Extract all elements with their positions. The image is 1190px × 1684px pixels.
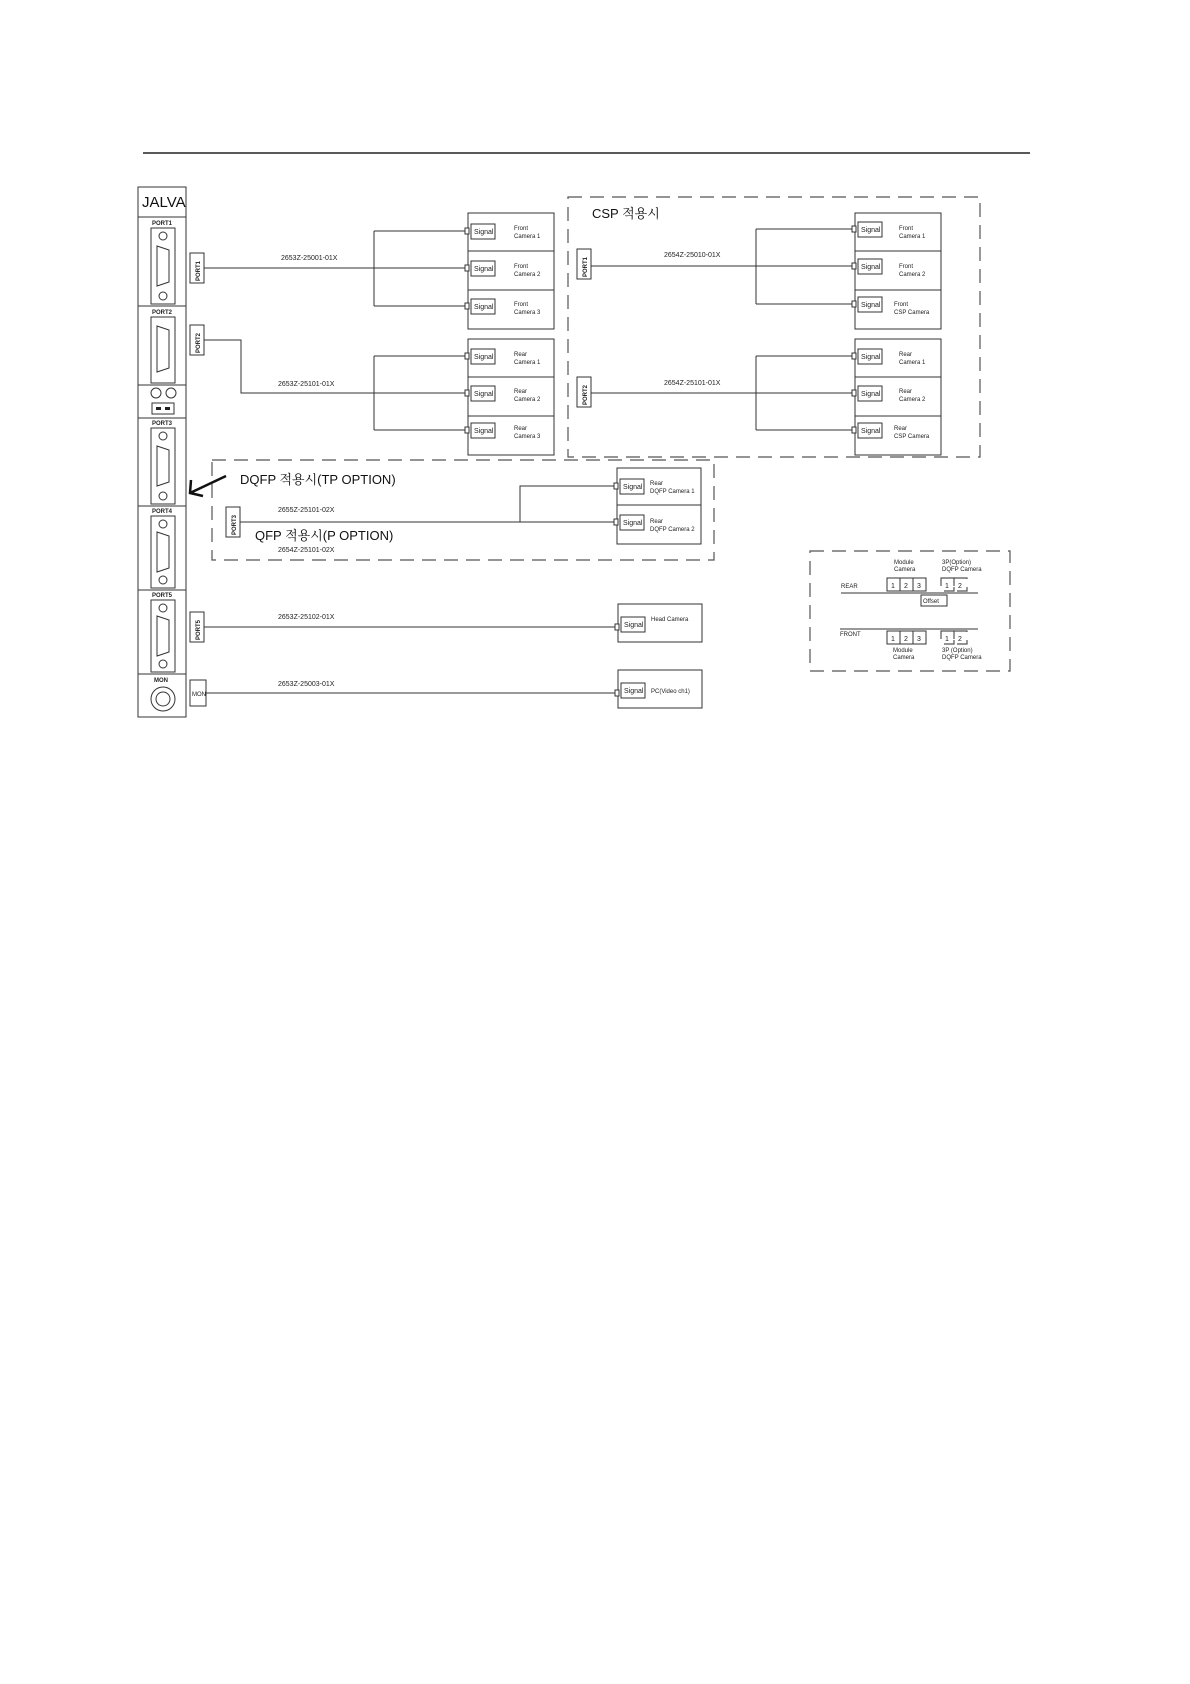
dqfp-title: DQFP 적용시(TP OPTION)	[240, 472, 396, 487]
rear-camera-1-label-a: Rear	[514, 352, 528, 358]
panel-mon-label: MON	[154, 678, 168, 684]
legend-rear-num-2: 2	[904, 583, 908, 590]
csp-front-camera-1-label-a: Front	[899, 226, 914, 232]
panel-port2-label: PORT2	[152, 310, 173, 316]
rear-camera-2-label-b: Camera 2	[514, 397, 541, 403]
legend-rear-label: REAR	[841, 584, 858, 590]
cable-head-label: 2653Z-25102-01X	[278, 614, 335, 621]
csp-front-csp-camera-label-b: CSP Camera	[894, 310, 930, 316]
csp-front-camera-1-label-b: Camera 1	[899, 234, 926, 240]
legend-option-bottom-b: DQFP Camera	[942, 655, 982, 661]
csp-rear-camera-2-label-b: Camera 2	[899, 397, 926, 403]
signal-label: Signal	[474, 428, 494, 435]
csp-rear-camera-1-label-a: Rear	[899, 352, 913, 358]
panel-port4-label: PORT4	[152, 509, 173, 515]
signal-label: Signal	[474, 304, 494, 311]
port3-arrow	[190, 476, 226, 496]
legend-offset-label: Offset	[923, 599, 939, 605]
head-camera-label: Head Camera	[651, 617, 689, 623]
signal-label: Signal	[624, 688, 644, 695]
signal-label: Signal	[623, 520, 643, 527]
front-camera-1-label-a: Front	[514, 226, 529, 232]
legend-option-top-a: 3P(Option)	[942, 560, 972, 566]
port-tags	[190, 253, 240, 706]
cable-csp-front-label: 2654Z-25010-01X	[664, 252, 721, 259]
legend-front-opt-2: 2	[958, 636, 962, 643]
panel-port2-connector	[151, 317, 175, 383]
front-camera-1-label-b: Camera 1	[514, 234, 541, 240]
legend-front-opt-1: 1	[945, 636, 949, 643]
legend-front-num-2: 2	[904, 636, 908, 643]
signal-label: Signal	[861, 227, 881, 234]
legend-rear-num-1: 1	[891, 583, 895, 590]
cable-dqfp-label: 2655Z-25101-02X	[278, 507, 335, 514]
dqfp-camera-1-label-a: Rear	[650, 481, 664, 487]
port2-tag: PORT2	[196, 332, 202, 353]
legend-front-label: FRONT	[840, 632, 861, 638]
panel-port3-connector	[151, 428, 175, 504]
csp-front-camera-2-label-a: Front	[899, 264, 914, 270]
front-camera-2-label-a: Front	[514, 264, 529, 270]
legend	[810, 551, 1010, 671]
dqfp-camera-2-label-b: DQFP Camera 2	[650, 527, 695, 533]
panel-title: JALVA	[142, 194, 186, 211]
cable-rear-label: 2653Z-25101-01X	[278, 381, 335, 388]
panel-port5-label: PORT5	[152, 593, 173, 599]
legend-rear-num-3: 3	[917, 583, 921, 590]
signal-label: Signal	[474, 391, 494, 398]
front-camera-3-label-b: Camera 3	[514, 310, 541, 316]
rear-camera-1-label-b: Camera 1	[514, 360, 541, 366]
rear-camera-2-label-a: Rear	[514, 389, 528, 395]
signal-label: Signal	[623, 484, 643, 491]
jalva-panel	[138, 187, 186, 717]
front-camera-group	[204, 213, 554, 329]
signal-label: Signal	[861, 428, 881, 435]
csp-rear-camera-2-label-a: Rear	[899, 389, 913, 395]
legend-front-num-3: 3	[917, 636, 921, 643]
front-camera-2-label-b: Camera 2	[514, 272, 541, 278]
legend-module-camera-bottom-a: Module	[893, 648, 913, 654]
signal-label: Signal	[861, 302, 881, 309]
cable-csp-rear-label: 2654Z-25101-01X	[664, 380, 721, 387]
dqfp-camera-2-label-a: Rear	[650, 519, 664, 525]
csp-group	[568, 197, 980, 457]
signal-label: Signal	[861, 391, 881, 398]
panel-port3-label: PORT3	[152, 421, 173, 427]
pc-video-label: PC(Video ch1)	[651, 689, 690, 695]
legend-front-num-1: 1	[891, 636, 895, 643]
csp-rear-csp-camera-label-a: Rear	[894, 426, 908, 432]
panel-port4-connector	[151, 516, 175, 588]
rear-camera-3-label-a: Rear	[514, 426, 528, 432]
panel-port1-label: PORT1	[152, 221, 173, 227]
port3-tag: PORT3	[232, 514, 238, 535]
legend-module-camera-bottom-b: Camera	[893, 655, 915, 661]
head-camera-group	[204, 604, 702, 642]
csp-title: CSP 적용시	[592, 206, 660, 221]
dqfp-group	[212, 460, 714, 560]
csp-port2-tag: PORT2	[583, 384, 589, 405]
legend-module-camera-top-b: Camera	[894, 567, 916, 573]
port5-tag: PORT5	[196, 619, 202, 640]
legend-option-top-b: DQFP Camera	[942, 567, 982, 573]
signal-label: Signal	[474, 354, 494, 361]
panel-port1-connector	[151, 228, 175, 304]
signal-label: Signal	[624, 622, 644, 629]
legend-rear-opt-2: 2	[958, 583, 962, 590]
signal-label: Signal	[861, 354, 881, 361]
cable-front-label: 2653Z-25001-01X	[281, 255, 338, 262]
rear-camera-group	[204, 339, 554, 455]
csp-front-camera-2-label-b: Camera 2	[899, 272, 926, 278]
signal-label: Signal	[861, 264, 881, 271]
signal-label: Signal	[474, 229, 494, 236]
front-camera-3-label-a: Front	[514, 302, 529, 308]
csp-rear-csp-camera-label-b: CSP Camera	[894, 434, 930, 440]
legend-module-camera-top-a: Module	[894, 560, 914, 566]
mon-tag: MON	[192, 692, 206, 698]
rear-camera-3-label-b: Camera 3	[514, 434, 541, 440]
panel-switch	[152, 403, 174, 414]
mon-group	[206, 670, 702, 708]
port1-tag: PORT1	[196, 260, 202, 281]
qfp-title: QFP 적용시(P OPTION)	[255, 528, 394, 543]
cable-mon-label: 2653Z-25003-01X	[278, 681, 335, 688]
signal-label: Signal	[474, 266, 494, 273]
csp-rear-camera-1-label-b: Camera 1	[899, 360, 926, 366]
legend-option-bottom-a: 3P (Option)	[942, 648, 973, 654]
cable-qfp-label: 2654Z-25101-02X	[278, 547, 335, 554]
panel-port5-connector	[151, 600, 175, 672]
legend-rear-opt-1: 1	[945, 583, 949, 590]
csp-port1-tag: PORT1	[583, 256, 589, 277]
dqfp-camera-1-label-b: DQFP Camera 1	[650, 489, 695, 495]
csp-front-csp-camera-label-a: Front	[894, 302, 909, 308]
